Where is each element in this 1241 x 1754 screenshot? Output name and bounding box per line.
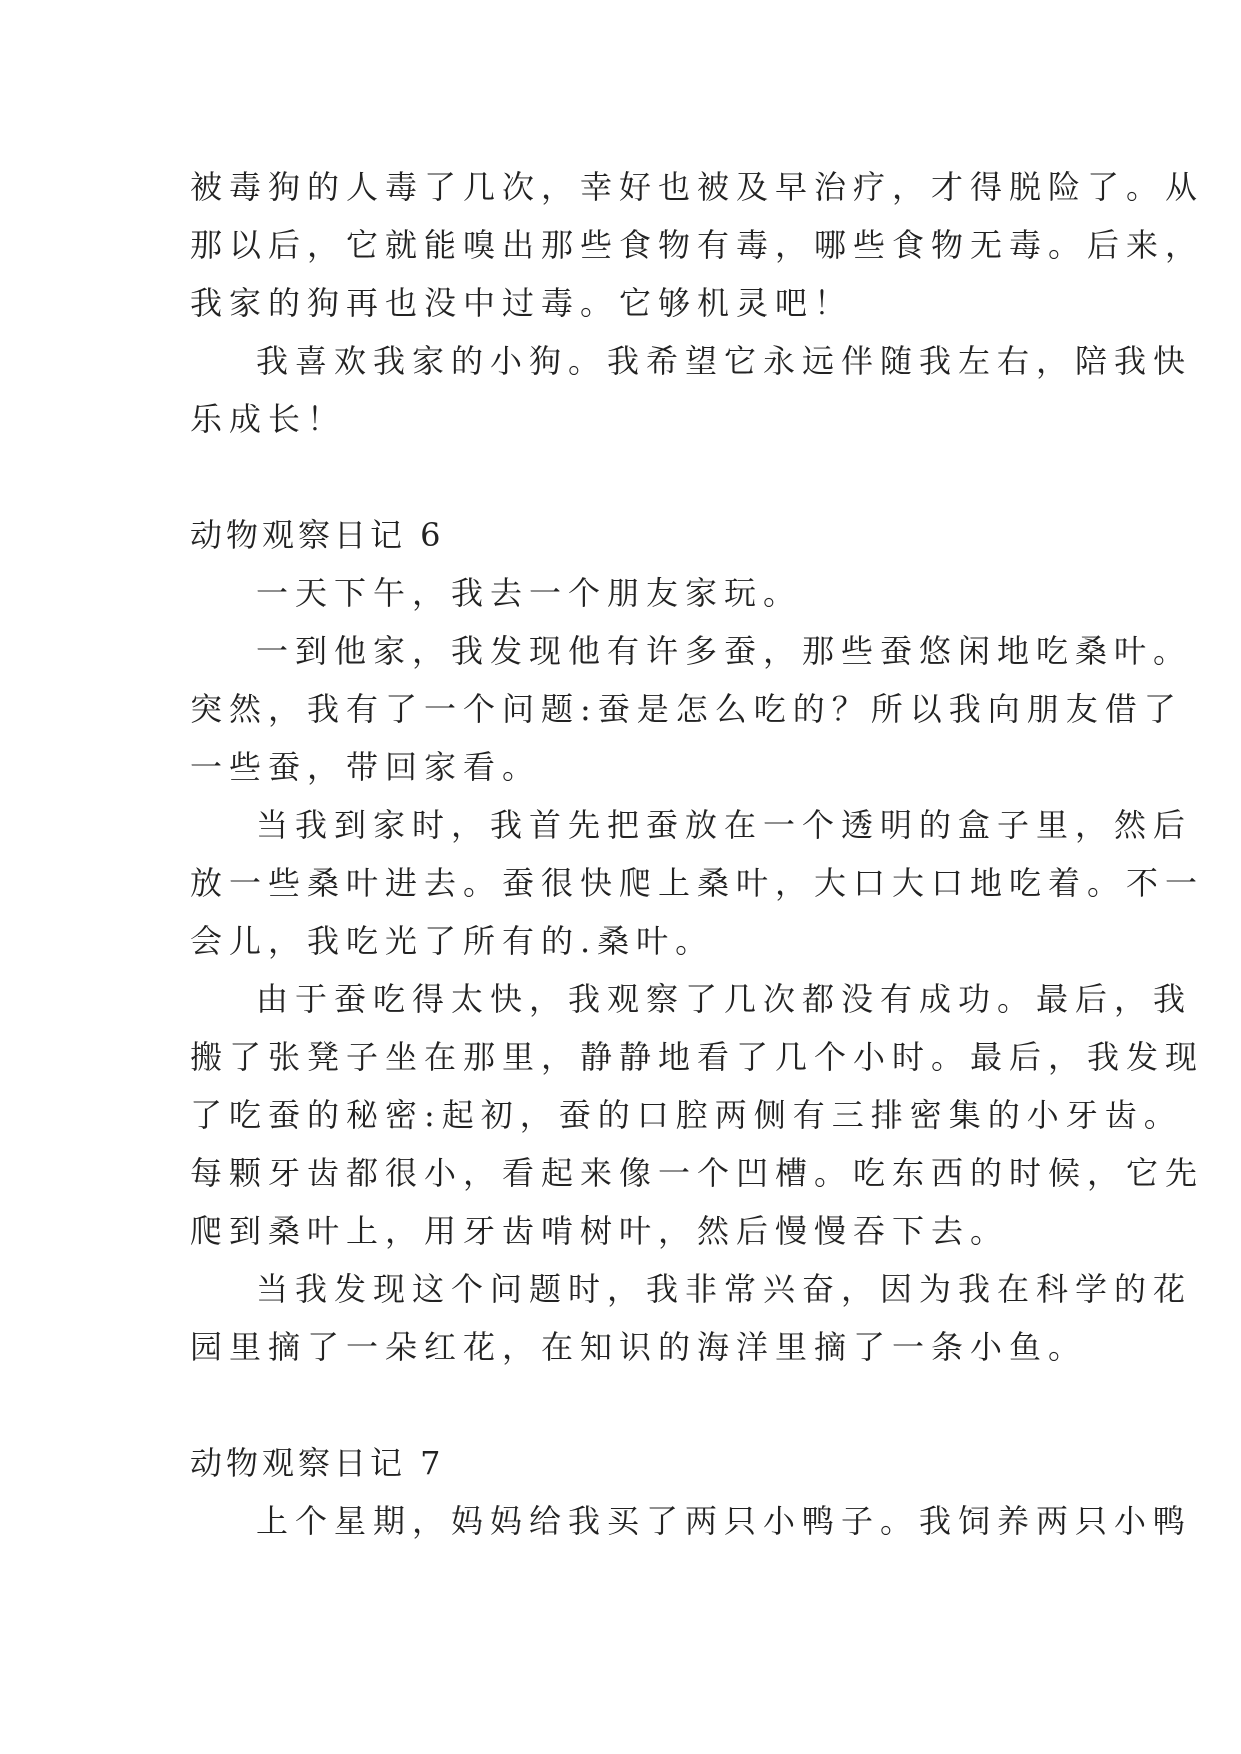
paragraph-first-line: 我喜欢我家的小狗。我希望它永远伴随我左右，陪我快	[256, 342, 1193, 380]
paragraph-first-line: 由于蚕吃得太快，我观察了几次都没有成功。最后，我	[256, 980, 1193, 1018]
section-heading: 动物观察日记 6	[190, 516, 445, 554]
text-line: 园里摘了一朵红花，在知识的海洋里摘了一条小鱼。	[190, 1328, 1088, 1366]
text-line: 放一些桑叶进去。蚕很快爬上桑叶，大口大口地吃着。不一	[190, 864, 1205, 902]
paragraph-first-line: 上个星期，妈妈给我买了两只小鸭子。我饲养两只小鸭	[256, 1502, 1193, 1540]
section-heading: 动物观察日记 7	[190, 1444, 445, 1482]
paragraph-first-line: 当我到家时，我首先把蚕放在一个透明的盒子里，然后	[256, 806, 1193, 844]
text-line: 爬到桑叶上，用牙齿啃树叶，然后慢慢吞下去。	[190, 1212, 1010, 1250]
text-line: 被毒狗的人毒了几次，幸好也被及早治疗，才得脱险了。从	[190, 168, 1205, 206]
text-line: 一些蚕，带回家看。	[190, 748, 542, 786]
paragraph-first-line: 一天下午，我去一个朋友家玩。	[256, 574, 803, 612]
section-spacer	[190, 448, 1070, 506]
text-line: 每颗牙齿都很小，看起来像一个凹槽。吃东西的时候，它先	[190, 1154, 1205, 1192]
text-line: 乐成长！	[190, 400, 347, 438]
document-page	[190, 158, 1205, 1550]
text-line: 我家的狗再也没中过毒。它够机灵吧！	[190, 284, 854, 322]
text-line: 那以后，它就能嗅出那些食物有毒，哪些食物无毒。后来，	[190, 226, 1205, 264]
text-line: 了吃蚕的秘密:起初，蚕的口腔两侧有三排密集的小牙齿。	[190, 1096, 1183, 1134]
paragraph-first-line: 当我发现这个问题时，我非常兴奋，因为我在科学的花	[256, 1270, 1193, 1308]
text-line: 会儿，我吃光了所有的.桑叶。	[190, 922, 715, 960]
paragraph-first-line: 一到他家，我发现他有许多蚕，那些蚕悠闲地吃桑叶。	[256, 632, 1193, 670]
text-line: 突然，我有了一个问题:蚕是怎么吃的？所以我向朋友借了	[190, 690, 1183, 728]
section-spacer	[190, 1376, 1070, 1434]
text-line: 搬了张凳子坐在那里，静静地看了几个小时。最后，我发现	[190, 1038, 1205, 1076]
